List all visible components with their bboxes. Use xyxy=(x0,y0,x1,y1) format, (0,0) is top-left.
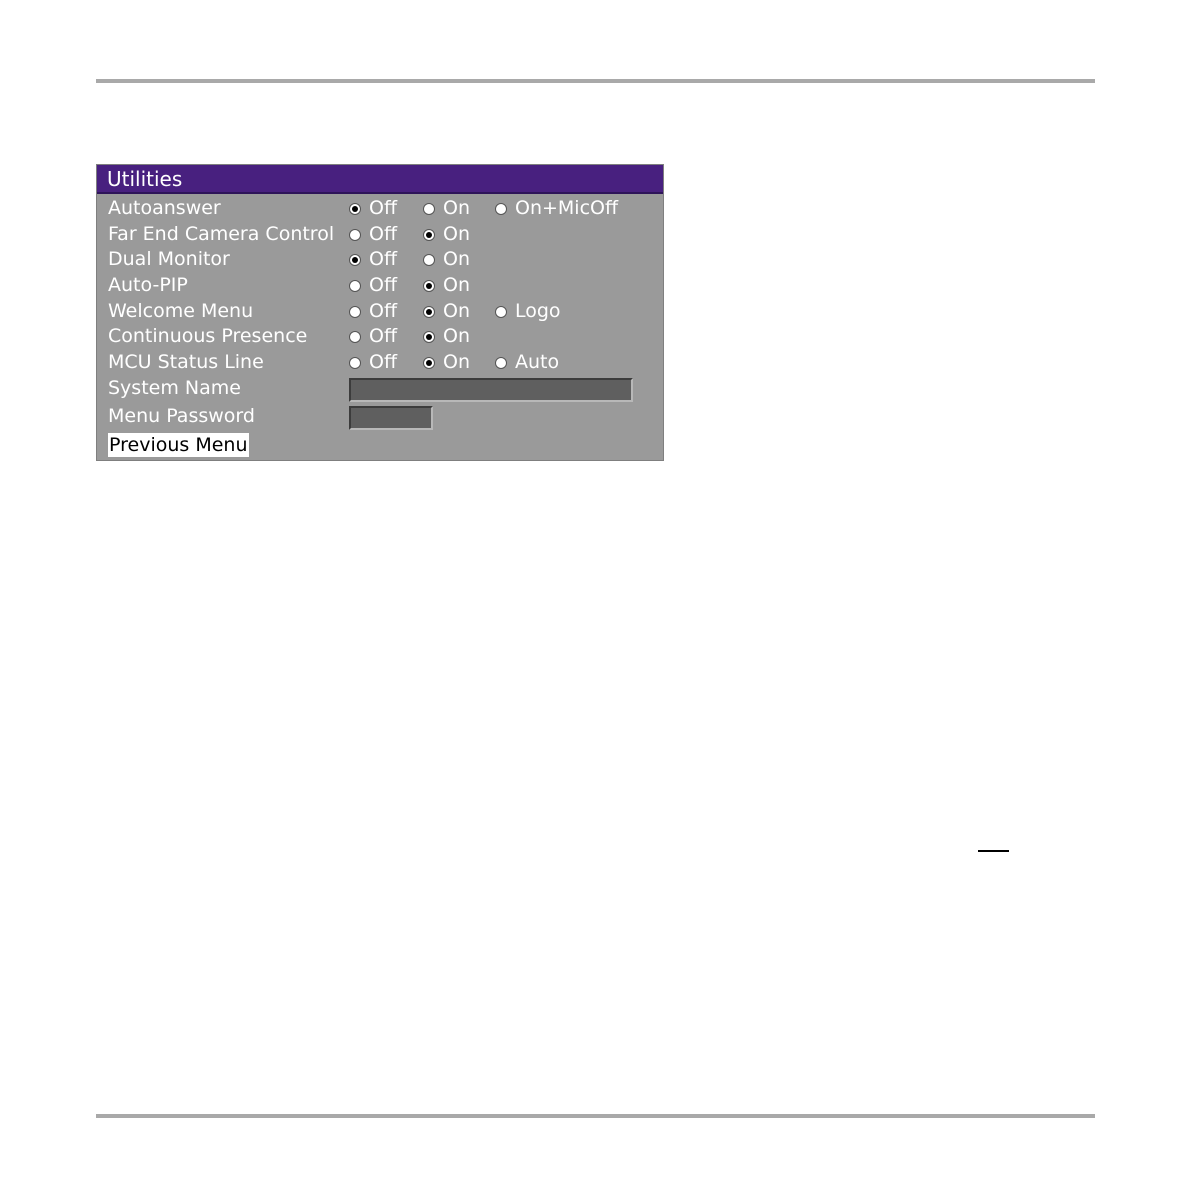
option-label: Off xyxy=(369,197,398,219)
option-label: Off xyxy=(369,300,398,322)
setting-row-continuous-presence xyxy=(108,324,663,349)
radio-unselected-icon xyxy=(423,203,435,215)
setting-row-auto-pip xyxy=(108,273,663,298)
radio-unselected-icon xyxy=(349,357,361,369)
radio-unselected-icon xyxy=(349,229,361,241)
option-off[interactable] xyxy=(349,350,397,375)
setting-label: Dual Monitor xyxy=(108,248,230,270)
radio-selected-icon xyxy=(349,254,361,266)
radio-selected-icon xyxy=(423,357,435,369)
option-auto[interactable] xyxy=(495,350,559,375)
radio-selected-icon xyxy=(423,306,435,318)
radio-selected-icon xyxy=(423,229,435,241)
utilities-menu xyxy=(96,164,664,461)
option-label: Off xyxy=(369,274,398,296)
header-rule xyxy=(96,79,1095,83)
option-on[interactable] xyxy=(423,324,470,349)
menu-password-input[interactable] xyxy=(349,406,433,430)
option-label: Logo xyxy=(515,300,561,322)
radio-unselected-icon xyxy=(349,306,361,318)
option-on[interactable] xyxy=(423,222,470,247)
option-label: Off xyxy=(369,351,398,373)
radio-unselected-icon xyxy=(349,280,361,292)
radio-unselected-icon xyxy=(349,331,361,343)
option-on[interactable] xyxy=(423,299,470,324)
setting-row-far-end-camera-control xyxy=(108,222,663,247)
setting-label: Welcome Menu xyxy=(108,300,254,322)
option-label: Off xyxy=(369,223,398,245)
option-off[interactable] xyxy=(349,222,397,247)
option-label: Off xyxy=(369,325,398,347)
option-off[interactable] xyxy=(349,196,397,221)
setting-label: MCU Status Line xyxy=(108,351,264,373)
radio-unselected-icon xyxy=(495,357,507,369)
option-label: On+MicOff xyxy=(515,197,619,219)
setting-row-menu-password xyxy=(108,404,663,429)
menu-title: Utilities xyxy=(97,165,663,194)
radio-selected-icon xyxy=(423,331,435,343)
option-logo[interactable] xyxy=(495,299,561,324)
option-on[interactable] xyxy=(423,350,470,375)
option-label: On xyxy=(443,248,470,270)
option-off[interactable] xyxy=(349,324,397,349)
radio-selected-icon xyxy=(349,203,361,215)
option-on[interactable] xyxy=(423,196,470,221)
setting-label: Continuous Presence xyxy=(108,325,308,347)
option-off[interactable] xyxy=(349,273,397,298)
footer-rule xyxy=(96,1114,1095,1118)
option-label: Off xyxy=(369,248,398,270)
setting-label: Auto-PIP xyxy=(108,274,188,296)
option-label: Auto xyxy=(515,351,560,373)
radio-unselected-icon xyxy=(495,203,507,215)
radio-unselected-icon xyxy=(423,254,435,266)
option-on[interactable] xyxy=(423,247,470,272)
option-label: On xyxy=(443,325,470,347)
setting-row-system-name xyxy=(108,376,663,401)
setting-label: Autoanswer xyxy=(108,197,221,219)
option-off[interactable] xyxy=(349,247,397,272)
setting-label: System Name xyxy=(108,377,241,399)
option-off[interactable] xyxy=(349,299,397,324)
previous-menu-button[interactable]: Previous Menu xyxy=(109,434,248,456)
underline-mark xyxy=(978,850,1009,852)
setting-label: Menu Password xyxy=(108,405,255,427)
option-label: On xyxy=(443,351,470,373)
menu-body xyxy=(97,194,663,460)
option-on[interactable] xyxy=(423,273,470,298)
option-label: On xyxy=(443,223,470,245)
setting-row-welcome-menu xyxy=(108,299,663,324)
radio-unselected-icon xyxy=(495,306,507,318)
system-name-input[interactable] xyxy=(349,378,633,402)
option-on-micoff[interactable] xyxy=(495,196,618,221)
radio-selected-icon xyxy=(423,280,435,292)
setting-row-dual-monitor xyxy=(108,247,663,272)
setting-label: Far End Camera Control xyxy=(108,223,335,245)
option-label: On xyxy=(443,274,470,296)
option-label: On xyxy=(443,197,470,219)
setting-row-autoanswer xyxy=(108,196,663,221)
option-label: On xyxy=(443,300,470,322)
setting-row-mcu-status-line xyxy=(108,350,663,375)
